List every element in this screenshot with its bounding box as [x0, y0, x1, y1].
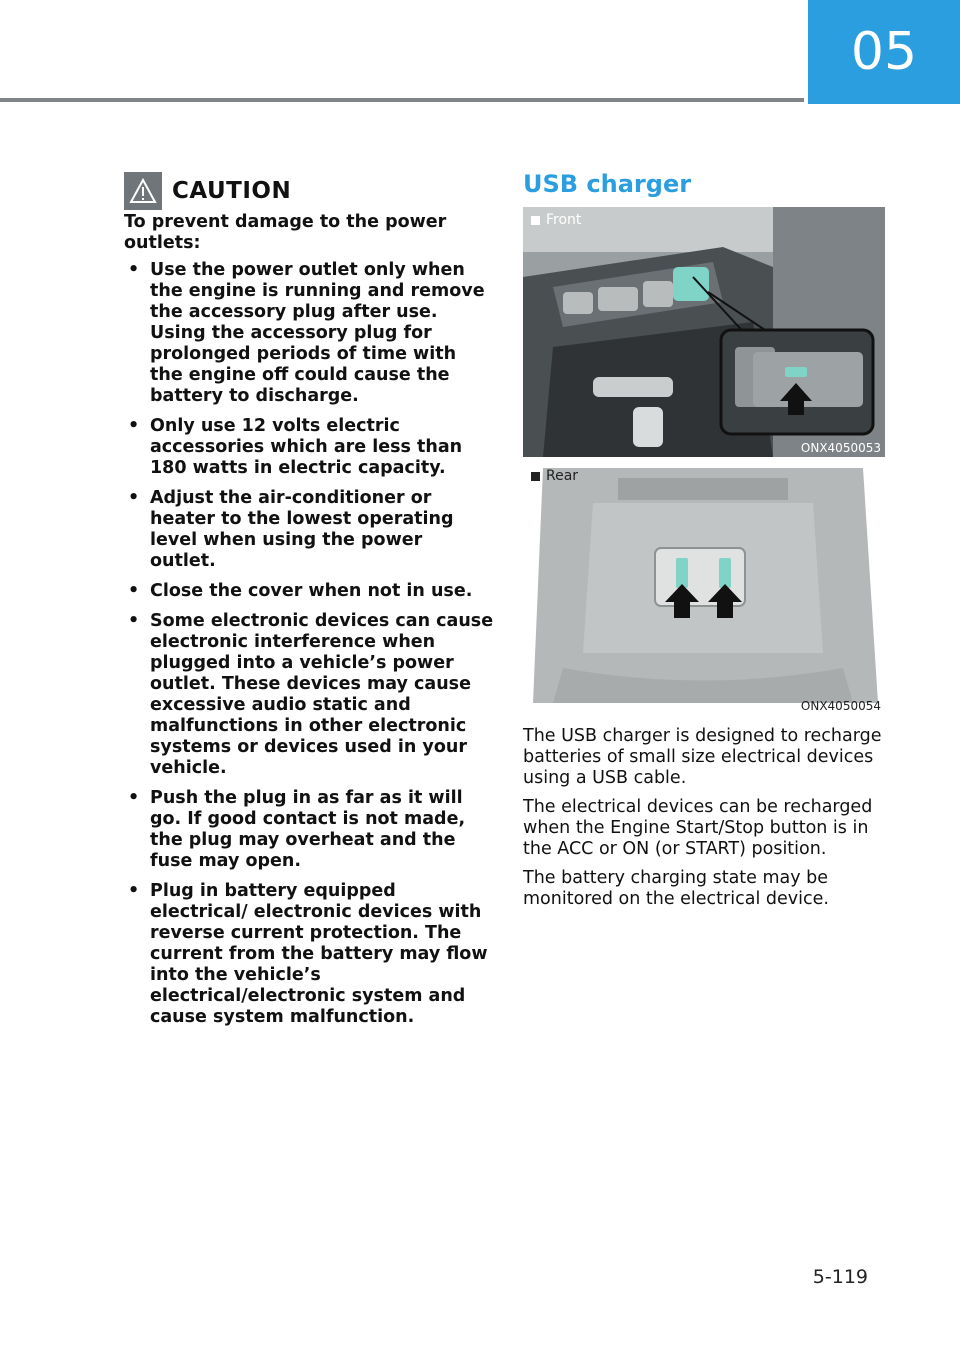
paragraph: The USB charger is designed to recharge batteries of small size electrical devices using a USB cable.: [523, 726, 882, 788]
caution-item: • Use the power outlet only when the engine is running and remove the accessory plug after use. Using the accessory plug for prolonged periods of time with the engine off could cause the battery to discharge.: [128, 260, 485, 406]
caution-item: • Plug in battery equipped electrical/ electronic devices with reverse current protection. The current from the battery may flow into the vehicle’s electrical/electronic system and cause system malfunction.: [128, 881, 488, 1027]
figure-code: ONX4050054: [800, 699, 881, 713]
front-usb-figure: [523, 207, 885, 457]
chapter-tab: 05: [808, 0, 960, 104]
caution-item: • Only use 12 volts electric accessories which are less than 180 watts in electric capacity.: [128, 416, 463, 478]
header-rule: [0, 98, 804, 102]
caution-intro: To prevent damage to the power outlets:: [124, 212, 447, 253]
figure-label: Front: [531, 212, 581, 228]
rear-usb-figure: [523, 463, 885, 715]
page-number: 5-119: [812, 1266, 868, 1288]
figure-code: ONX4050053: [800, 441, 881, 455]
paragraph: The battery charging state may be monitored on the electrical device.: [523, 868, 829, 909]
figure-label: Rear: [531, 468, 578, 484]
caution-item: • Some electronic devices can cause electronic interference when plugged into a vehicle’s power outlet. These devices may cause excessive audio static and malfunctions in other electronic systems or devices used in your vehicle.: [128, 611, 494, 778]
caution-item: • Adjust the air-conditioner or heater to the lowest operating level when using the power outlet.: [128, 488, 454, 571]
caution-list: [124, 260, 494, 1037]
caution-title: CAUTION: [172, 178, 292, 204]
caution-item: • Close the cover when not in use.: [128, 581, 473, 601]
usb-description: [523, 726, 885, 918]
section-title: USB charger: [523, 170, 692, 198]
paragraph: The electrical devices can be recharged when the Engine Start/Stop button is in the ACC or ON (or START) position.: [523, 797, 873, 859]
caution-header: [124, 172, 291, 210]
warning-icon: [124, 172, 162, 210]
caution-item: • Push the plug in as far as it will go. If good contact is not made, the plug may overheat and the fuse may open.: [128, 788, 466, 871]
